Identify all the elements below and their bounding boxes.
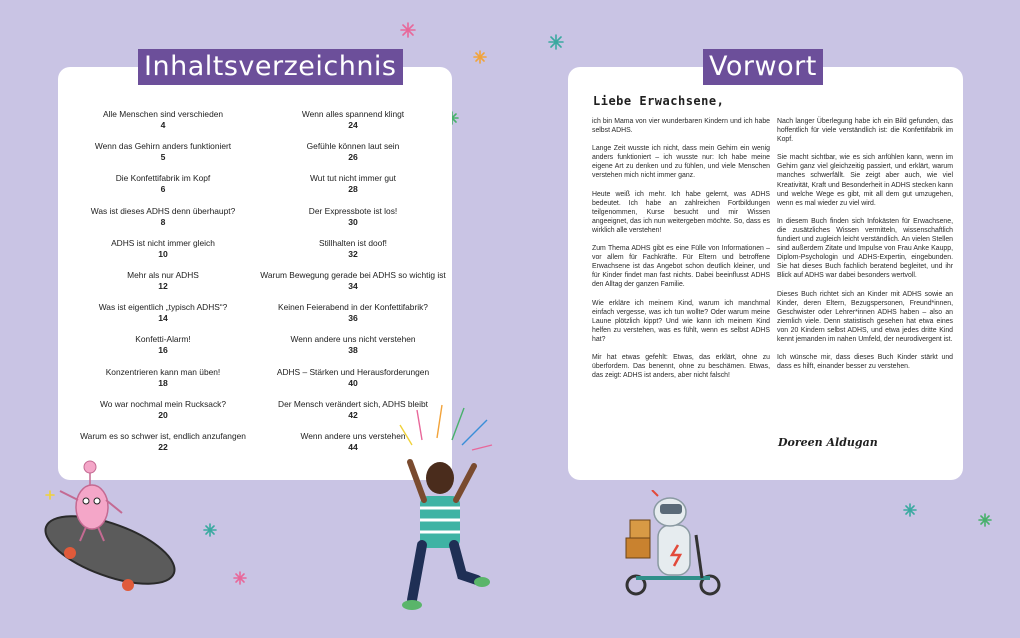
toc-entry-label: Die Konfettifabrik im Kopf	[115, 173, 211, 184]
sparkle-teal-icon	[204, 524, 216, 536]
foreword-right-column	[777, 117, 953, 380]
toc-entry-page: 14	[158, 313, 168, 324]
toc-entry	[68, 334, 258, 366]
toc-entry	[68, 141, 258, 173]
toc-entry-label: Keinen Feierabend in der Konfettifabrik?	[278, 302, 428, 313]
toc-entry-label: Stillhalten ist doof!	[319, 237, 387, 248]
toc-entry-label: Was ist dieses ADHS denn überhaupt?	[90, 205, 236, 216]
toc-entry-label: Konfetti-Alarm!	[135, 334, 191, 345]
sparkle-teal-icon	[549, 35, 563, 49]
toc-entry-page: 5	[160, 152, 166, 163]
toc-entry-label: Wut tut nicht immer gut	[310, 173, 396, 184]
toc-entry-page: 20	[158, 409, 168, 420]
foreword-paragraph: ich bin Mama von vier wunderbaren Kindern und ich habe selbst ADHS.	[592, 118, 770, 135]
toc-entry-page: 8	[160, 216, 166, 227]
toc-entry-label: ADHS – Stärken und Herausforderungen	[276, 366, 430, 377]
toc-entry	[68, 367, 258, 399]
toc-entry-label: Der Mensch verändert sich, ADHS bleibt	[278, 398, 428, 409]
foreword-salutation: Liebe Erwachsene,	[593, 94, 725, 108]
toc-entry-page: 22	[158, 441, 168, 452]
toc-left-column	[68, 109, 258, 463]
toc-entry	[258, 238, 448, 270]
foreword-paragraph: Lange Zeit wusste ich nicht, dass mein Gehirn ein wenig anders funktioniert – ich wusste nur: Ich habe meine eigene Art zu denken und zu fühlen, und viele Menschen verstehen mich nicht immer ganz.	[592, 145, 770, 180]
toc-entry-page: 12	[158, 280, 168, 291]
toc-entry	[68, 302, 258, 334]
toc-entry-page: 16	[158, 345, 168, 356]
author-signature: Doreen Aldugan	[778, 436, 878, 449]
toc-entry	[68, 399, 258, 431]
sparkle-pink-icon	[234, 572, 246, 584]
toc-entry-page: 44	[348, 441, 358, 452]
toc-entry-page: 32	[348, 248, 358, 259]
toc-entry-page: 34	[348, 280, 358, 291]
toc-entry-page: 26	[348, 152, 358, 163]
foreword-paragraph: In diesem Buch finden sich Infokästen für Erwachsene, die zusätzliches Wissen vermitteln, wissenschaftlich fundiert und zugleich leicht verständlich. An vielen Stellen sind außerdem Zitate und Impulse von Frau Anke Kaupp, Diplom-Psychologin und ADHS-Expertin, eingebunden. Sie hat dieses Buch fachlich beratend begleitet, und ihr Blick auf ADHS war dabei besonders wertvoll.	[777, 217, 953, 280]
toc-entry-label: Mehr als nur ADHS	[127, 269, 199, 280]
toc-entry-label: Alle Menschen sind verschieden	[102, 109, 224, 119]
toc-entry	[68, 173, 258, 205]
toc-entry-page: 6	[160, 184, 166, 195]
toc-entry-label: Der Expressbote ist los!	[308, 205, 398, 216]
toc-entry-label: Was ist eigentlich „typisch ADHS“?	[98, 302, 228, 313]
foreword-paragraph: Ich wünsche mir, dass dieses Buch Kinder stärkt und dass es hilft, einander besser zu verstehen.	[777, 354, 953, 371]
toc-entry	[258, 141, 448, 173]
toc-title: Inhaltsverzeichnis	[138, 49, 403, 85]
toc-entry-label: Warum es so schwer ist, endlich anzufangen	[80, 430, 246, 441]
foreword-title: Vorwort	[703, 49, 823, 85]
toc-entry	[68, 270, 258, 302]
toc-entry	[258, 334, 448, 366]
sparkle-pink-icon	[401, 23, 415, 37]
toc-entry	[258, 206, 448, 238]
toc-entry	[258, 109, 448, 141]
sparkle-green-icon	[979, 514, 991, 526]
toc-entry-page: 42	[348, 409, 358, 420]
foreword-paragraph: Dieses Buch richtet sich an Kinder mit ADHS sowie an Kinder, deren Eltern, Bezugspersonen, Freund*innen, Geschwister oder Lehrer*innen ADHS haben – also an ziemlich viele. Denn statistisch gesehen hat etwa eines von 20 Kindern selbst ADHS, und etwa jedes dritte Kind kennt jemanden im nahen Umfeld, der neurodivergent ist.	[777, 290, 953, 343]
sparkle-orange-icon	[474, 51, 486, 63]
pink-monster-skateboard-illustration	[30, 455, 200, 595]
toc-entry-page: 36	[348, 313, 358, 324]
toc-entry-label: Konzentrieren kann man üben!	[105, 366, 221, 377]
boy-with-confetti-illustration	[392, 400, 502, 625]
sparkle-teal-icon	[904, 504, 916, 516]
toc-entry	[258, 367, 448, 399]
foreword-paragraph: Sie macht sichtbar, wie es sich anfühlen kann, wenn im Gehirn ganz viel gleichzeitig passiert, und erklärt, warum manches schwerfällt. Sie zeigt aber auch, wie viel Kreativität, Kraft und Besonderheit in ADHS stecken kann und welche Wege es gibt, mit all dem gut umzugehen, wenn es mal wieder zu viel wird.	[777, 154, 953, 207]
toc-entry-page: 30	[348, 216, 358, 227]
toc-entry-page: 28	[348, 184, 358, 195]
toc-entry-page: 18	[158, 377, 168, 388]
toc-entry-label: Wo war nochmal mein Rucksack?	[100, 398, 226, 409]
foreword-paragraph: Wie erkläre ich meinem Kind, warum ich manchmal einfach vergesse, was ich tun wollte? Oder warum meine Laune plötzlich kippt? Und wie kann ich meinem Kind helfen zu verstehen, was es fühlt, wenn es selbst ADHS hat?	[592, 299, 770, 343]
toc-entry-page: 40	[348, 377, 358, 388]
toc-entry	[258, 270, 448, 302]
toc-entry-page: 24	[348, 120, 358, 130]
toc-entry-label: ADHS ist nicht immer gleich	[111, 237, 215, 248]
foreword-left-column	[592, 117, 770, 389]
foreword-paragraph: Zum Thema ADHS gibt es eine Fülle von Informationen – vor allem für Fachkräfte. Für Eltern und betroffene Erwachsene ist das Angebot schon deutlich kleiner, und für Kinder findet man fast nichts. Dabei beeinflusst ADHS den Alltag der ganzen Familie.	[592, 245, 770, 289]
toc-entry-label: Warum Bewegung gerade bei ADHS so wichtig ist	[260, 269, 446, 280]
toc-entry	[68, 206, 258, 238]
toc-entry-page: 38	[348, 345, 358, 356]
foreword-paragraph: Mir hat etwas gefehlt: Etwas, das erklärt, ohne zu überfordern. Das benennt, ohne zu beschämen. Etwas, das zeigt: ADHS ist anders, aber nicht falsch!	[592, 353, 770, 380]
toc-entry-label: Gefühle können laut sein	[306, 141, 400, 152]
toc-entry	[258, 302, 448, 334]
toc-entry	[68, 238, 258, 270]
toc-entry-label: Wenn alles spannend klingt	[301, 109, 405, 119]
toc-entry-label: Wenn andere uns nicht verstehen	[290, 334, 416, 345]
toc-entry	[68, 109, 258, 141]
toc-entry-label: Wenn andere uns verstehen	[300, 430, 406, 441]
robot-on-scooter-illustration	[618, 490, 728, 625]
toc-entry-label: Wenn das Gehirn anders funktioniert	[94, 141, 232, 152]
toc-entry-page: 10	[158, 248, 168, 259]
toc-entry-page: 4	[160, 120, 166, 130]
foreword-paragraph: Nach langer Überlegung habe ich ein Bild gefunden, das hoffentlich für viele verständlich ist: die Konfettifabrik im Kopf.	[777, 118, 953, 144]
foreword-paragraph: Heute weiß ich mehr. Ich habe gelernt, was ADHS bedeutet. Ich habe an zahlreichen Fortbildungen teilgenommen, Kurse besucht und mir Wissen angeeignet, das ich nun weitergeben möchte. So, dass es wirklich alle verstehen!	[592, 190, 770, 234]
toc-entry	[258, 173, 448, 205]
